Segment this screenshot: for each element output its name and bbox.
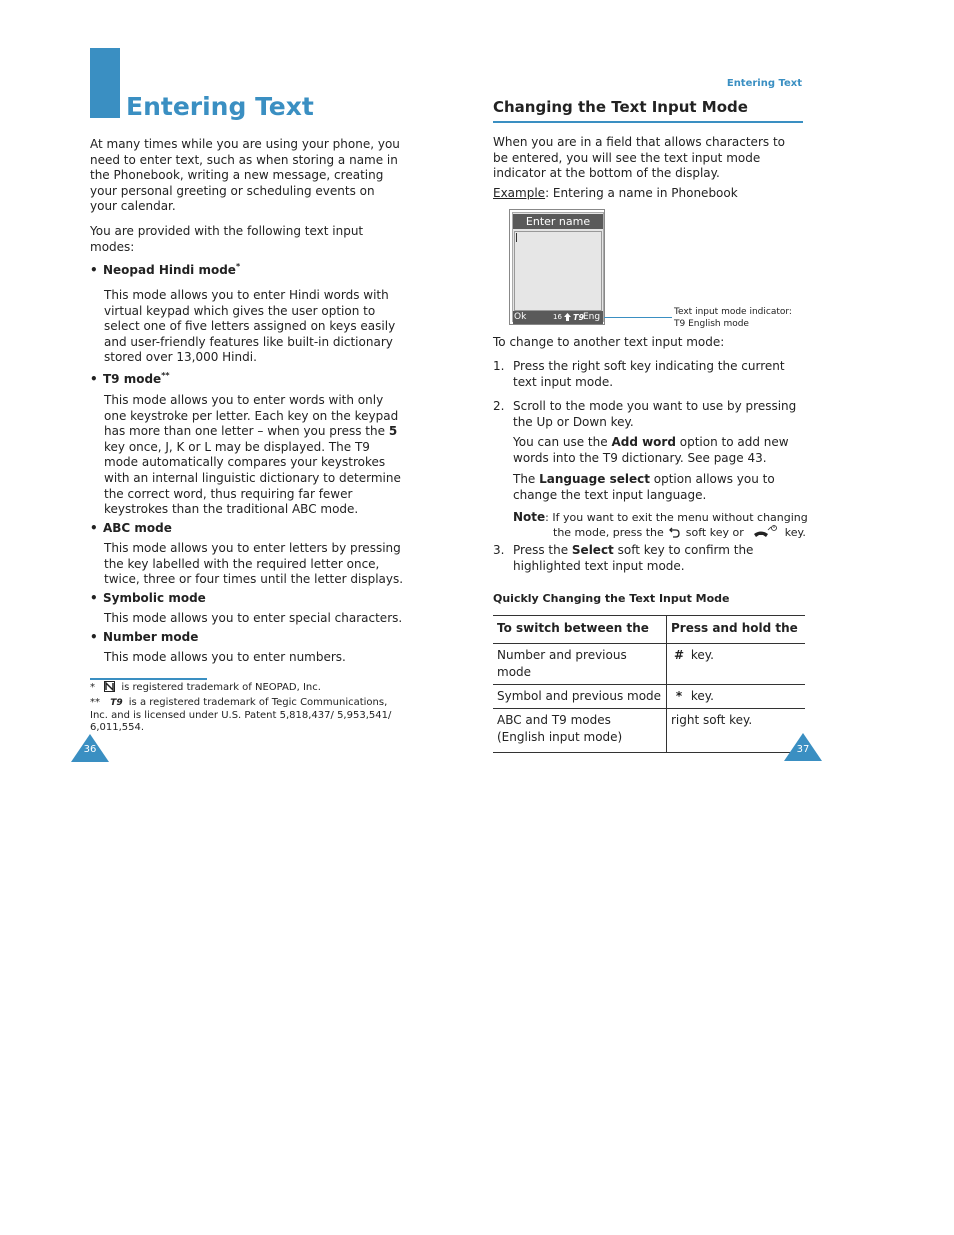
section-title: Changing the Text Input Mode — [493, 98, 748, 116]
shortcut-table — [493, 615, 805, 753]
change-intro: To change to another text input mode: — [493, 335, 725, 349]
phone-header: Enter name — [513, 214, 603, 229]
intro-paragraph: At many times while you are using your phone, you need to enter text, such as when storing a name in the Phonebook, writing a new message, creating your personal greeting or scheduling events on your calendar. — [90, 137, 400, 214]
end-power-key-icon — [753, 525, 777, 543]
section-rule — [493, 121, 803, 123]
step-text-2: Scroll to the mode you want to use by pressing the Up or Down key. — [513, 399, 797, 429]
table-header-cell: Press and hold the — [667, 616, 806, 644]
table-row — [493, 709, 805, 753]
table-cell: right soft key. — [667, 709, 806, 753]
footnote-t9: ** T9 is a registered trademark of Tegic Communications, Inc. and is licensed under U.S. Patent 5,818,437/ 5,953,541/ 6,011,554. — [90, 697, 392, 733]
running-head: Entering Text — [726, 78, 802, 89]
mode-heading-number: • Number mode — [90, 630, 199, 644]
star-key-icon: * — [675, 689, 683, 703]
mode-desc-t9: This mode allows you to enter words with only one keystroke per letter. Each key on the keypad has more than one letter – when you press the 5 key once, J, K or L may be displayed. The T9 mode automatically compares your keystrokes with an internal linguistic dictionary to determine the correct word, thus requiring far fewer keystrokes than the traditional ABC mode. — [104, 393, 401, 517]
t9-mode-icon: T9 — [573, 313, 585, 322]
mode-heading-neopad: • Neopad Hindi mode* — [90, 262, 241, 277]
phone-softkey-bar — [513, 311, 603, 324]
footnote-neopad: * is registered trademark of NEOPAD, Inc. — [90, 681, 321, 696]
page-number-left: 36 — [83, 744, 97, 755]
mode-heading-symbolic: • Symbolic mode — [90, 591, 206, 605]
phone-text-area — [514, 231, 602, 311]
page-number-right: 37 — [796, 744, 810, 755]
t9-logo-icon: T9 — [110, 698, 123, 708]
table-row — [493, 644, 805, 685]
back-arrow-icon — [669, 527, 680, 542]
mode-desc-number: This mode allows you to enter numbers. — [104, 650, 346, 664]
note-line-2: the mode, press the soft key or key. — [553, 525, 806, 543]
step-text-1: Press the right soft key indicating the current text input mode. — [513, 359, 785, 389]
shift-arrow-icon — [563, 312, 572, 327]
table-cell: ABC and T9 modes (English input mode) — [493, 709, 667, 753]
table-header-row — [493, 616, 805, 644]
mode-desc-neopad: This mode allows you to enter Hindi words with virtual keypad which gives the user option to select one of five letters assigned on keys easily and user-friendly features like built-in dictionary stored over 13,000 Hindi. — [104, 288, 396, 365]
table-cell: Number and previous mode — [493, 644, 667, 685]
mode-desc-abc: This mode allows you to enter letters by pressing the key labelled with the required letter once, twice, three or four times until the letter displays. — [104, 541, 404, 587]
language-select-note: The Language select option allows you to change the text input language. — [513, 472, 775, 502]
step-number-2: 2. — [493, 399, 505, 413]
hash-key-icon: # — [673, 648, 685, 662]
quick-change-title: Quickly Changing the Text Input Mode — [493, 592, 730, 605]
callout-label: Text input mode indicator: T9 English mode — [674, 307, 792, 329]
text-cursor — [516, 233, 517, 242]
mode-heading-abc: • ABC mode — [90, 521, 172, 535]
title-accent-bar — [90, 48, 120, 118]
step-number-1: 1. — [493, 359, 505, 373]
table-header-cell: To switch between the — [493, 616, 667, 644]
mode-desc-symbolic: This mode allows you to enter special characters. — [104, 611, 403, 625]
callout-line — [604, 317, 672, 318]
example-line: Example: Entering a name in Phonebook — [493, 186, 738, 200]
mode-heading-t9: • T9 mode** — [90, 371, 170, 386]
page-title: Entering Text — [126, 92, 314, 121]
add-word-note: You can use the Add word option to add new words into the T9 dictionary. See page 43. — [513, 435, 789, 465]
table-cell: Symbol and previous mode — [493, 685, 667, 709]
mode-indicator: Eng — [583, 312, 601, 322]
step-number-3: 3. — [493, 543, 505, 557]
section-intro: When you are in a field that allows characters to be entered, you will see the text input mode indicator at the bottom of the display. — [493, 135, 785, 181]
char-counter: 16 — [553, 313, 562, 321]
footnote-rule — [90, 678, 207, 680]
note-line-1: Note: If you want to exit the menu without changing — [513, 510, 808, 524]
modes-intro: You are provided with the following text input modes: — [90, 224, 364, 254]
step-text-3: Press the Select soft key to confirm the highlighted text input mode. — [513, 543, 754, 573]
softkey-ok: Ok — [514, 312, 527, 322]
table-cell: # key. — [667, 644, 806, 685]
table-cell: * key. — [667, 685, 806, 709]
neopad-logo-icon — [104, 681, 115, 696]
table-row — [493, 685, 805, 709]
